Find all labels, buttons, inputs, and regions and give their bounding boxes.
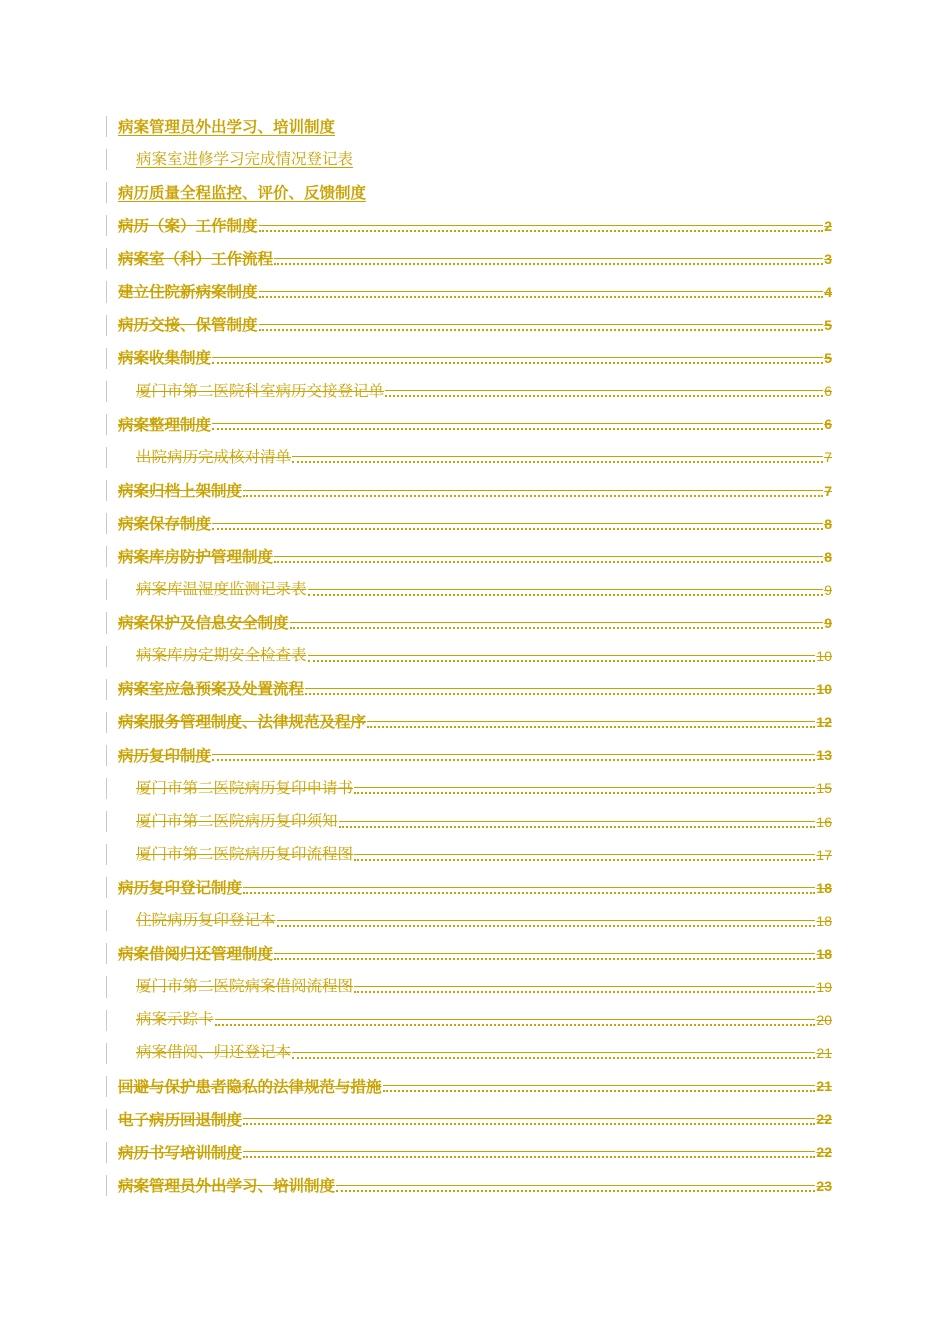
toc-page-number: 10 bbox=[816, 648, 832, 665]
toc-entry-link[interactable] bbox=[106, 540, 832, 573]
toc-entry-link[interactable] bbox=[106, 110, 832, 143]
toc-page-number: 7 bbox=[824, 482, 832, 499]
toc-entry-title: 病案室应急预案及处置流程 bbox=[118, 679, 305, 699]
toc-dot-leader bbox=[308, 594, 824, 596]
toc-page-number: 18 bbox=[816, 945, 832, 962]
toc-page-number: 23 bbox=[816, 1177, 832, 1194]
toc-page-number: 5 bbox=[824, 317, 832, 334]
toc-page-number: 7 bbox=[824, 449, 832, 466]
toc-page-number: 12 bbox=[816, 714, 832, 731]
toc-entry-link[interactable] bbox=[106, 1037, 832, 1070]
toc-dot-leader bbox=[339, 826, 816, 828]
toc-dot-leader bbox=[354, 859, 815, 861]
toc-entry-link[interactable] bbox=[106, 805, 832, 838]
toc-dot-leader bbox=[292, 461, 823, 463]
toc-page-number: 17 bbox=[816, 846, 832, 863]
toc-entry-title: 厦门市第二医院科室病历交接登记单 bbox=[136, 381, 385, 400]
toc-entry-link[interactable] bbox=[106, 309, 832, 342]
toc-page-number: 6 bbox=[824, 416, 832, 433]
toc-page-number: 21 bbox=[816, 1078, 832, 1095]
toc-dot-leader bbox=[259, 230, 824, 232]
toc-entry-title: 电子病历回退制度 bbox=[118, 1109, 243, 1129]
toc-entry-title: 病历质量全程监控、评价、反馈制度 bbox=[118, 182, 367, 202]
toc-dot-leader bbox=[274, 263, 823, 265]
toc-page-number: 3 bbox=[824, 250, 832, 267]
toc-entry-title: 病案库房防护管理制度 bbox=[118, 547, 274, 567]
toc-entry-title: 病案保存制度 bbox=[118, 513, 212, 533]
toc-entry-link[interactable] bbox=[106, 606, 832, 639]
toc-entry-title: 病历复印制度 bbox=[118, 745, 212, 765]
toc-page-number: 19 bbox=[816, 978, 832, 995]
toc-entry-title: 病案服务管理制度、法律规范及程序 bbox=[118, 712, 367, 732]
toc-entry-title: 病案借阅、归还登记本 bbox=[136, 1043, 292, 1062]
toc-entry-link[interactable] bbox=[106, 474, 832, 507]
toc-dot-leader bbox=[385, 395, 823, 397]
toc-entry-link[interactable] bbox=[106, 1169, 832, 1202]
toc-entry-title: 厦门市第二医院病历复印申请书 bbox=[136, 778, 354, 797]
toc-dot-leader bbox=[383, 1090, 816, 1092]
toc-dot-leader bbox=[274, 958, 815, 960]
toc-entry-title: 厦门市第二医院病历复印须知 bbox=[136, 811, 338, 830]
toc-entry-link[interactable] bbox=[106, 1004, 832, 1037]
toc-dot-leader bbox=[212, 759, 815, 761]
toc-dot-leader bbox=[215, 1024, 816, 1026]
toc-dot-leader bbox=[243, 495, 823, 497]
toc-entry-link[interactable] bbox=[106, 904, 832, 937]
toc-dot-leader bbox=[212, 362, 823, 364]
toc-page-number: 4 bbox=[824, 284, 832, 301]
toc-entry-title: 病案管理员外出学习、培训制度 bbox=[118, 116, 336, 136]
toc-entry-title: 厦门市第二医院病案借阅流程图 bbox=[136, 977, 354, 996]
toc-page-number: 13 bbox=[816, 747, 832, 764]
toc-entry-link[interactable] bbox=[106, 640, 832, 673]
toc-entry-link[interactable] bbox=[106, 441, 832, 474]
toc-entry-link[interactable] bbox=[106, 1136, 832, 1169]
toc-page-number: 10 bbox=[816, 681, 832, 698]
toc-entry-title: 病案库温湿度监测记录表 bbox=[136, 580, 307, 599]
toc-dot-leader bbox=[354, 792, 815, 794]
toc-page-number: 9 bbox=[824, 581, 832, 598]
toc-page-number: 20 bbox=[816, 1012, 832, 1029]
toc-entry-link[interactable] bbox=[106, 342, 832, 375]
toc-dot-leader bbox=[259, 296, 824, 298]
toc-page-number: 18 bbox=[816, 879, 832, 896]
toc-entry-link[interactable] bbox=[106, 375, 832, 408]
toc-page-number: 8 bbox=[824, 548, 832, 565]
toc-entry-title: 病历交接、保管制度 bbox=[118, 315, 258, 335]
toc-dot-leader bbox=[277, 925, 816, 927]
toc-dot-leader bbox=[243, 892, 815, 894]
toc-entry-title: 病案室进修学习完成情况登记表 bbox=[136, 149, 354, 168]
toc-dot-leader bbox=[305, 693, 815, 695]
toc-page-number: 16 bbox=[816, 813, 832, 830]
toc-entry-link[interactable] bbox=[106, 673, 832, 706]
toc-page-number: 15 bbox=[816, 780, 832, 797]
toc-dot-leader bbox=[259, 329, 824, 331]
toc-dot-leader bbox=[243, 1156, 815, 1158]
toc-dot-leader bbox=[336, 1190, 815, 1192]
toc-entry-link[interactable] bbox=[106, 772, 832, 805]
toc-entry-title: 病历复印登记制度 bbox=[118, 877, 243, 897]
toc-dot-leader bbox=[354, 991, 815, 993]
toc-entry-title: 病历（案）工作制度 bbox=[118, 216, 258, 236]
toc-entry-link[interactable] bbox=[106, 838, 832, 871]
toc-entry-link[interactable] bbox=[106, 871, 832, 904]
toc-entry-link[interactable] bbox=[106, 143, 832, 176]
toc-entry-link[interactable] bbox=[106, 176, 832, 209]
toc-entry-link[interactable] bbox=[106, 706, 832, 739]
toc-entry-title: 病案室（科）工作流程 bbox=[118, 249, 274, 269]
toc-entry-link[interactable] bbox=[106, 739, 832, 772]
toc-entry-title: 回避与保护患者隐私的法律规范与措施 bbox=[118, 1076, 382, 1096]
toc-entry-title: 出院病历完成核对清单 bbox=[136, 447, 292, 466]
toc-dot-leader bbox=[274, 561, 823, 563]
toc-entry-title: 病案归档上架制度 bbox=[118, 480, 243, 500]
toc-dot-leader bbox=[367, 726, 815, 728]
toc-entry-title: 病案示踪卡 bbox=[136, 1010, 214, 1029]
toc-page-number: 22 bbox=[816, 1111, 832, 1128]
toc-page-number: 18 bbox=[816, 912, 832, 929]
toc-entry-title: 病案收集制度 bbox=[118, 348, 212, 368]
toc-entry-title: 住院病历复印登记本 bbox=[136, 911, 276, 930]
toc-page-number: 9 bbox=[824, 614, 832, 631]
toc-dot-leader bbox=[212, 428, 823, 430]
toc-dot-leader bbox=[212, 528, 823, 530]
toc-entry-link[interactable] bbox=[106, 507, 832, 540]
toc-entry-title: 建立住院新病案制度 bbox=[118, 282, 258, 302]
toc-entry-title: 病案保护及信息安全制度 bbox=[118, 613, 289, 633]
toc-entry-link[interactable] bbox=[106, 1070, 832, 1103]
toc-dot-leader bbox=[308, 660, 816, 662]
toc-dot-leader bbox=[290, 627, 824, 629]
toc-entry-link[interactable] bbox=[106, 242, 832, 275]
table-of-contents bbox=[106, 110, 832, 1202]
toc-entry-link[interactable] bbox=[106, 275, 832, 308]
toc-entry-title: 病历书写培训制度 bbox=[118, 1142, 243, 1162]
toc-page-number: 22 bbox=[816, 1144, 832, 1161]
toc-dot-leader bbox=[292, 1057, 815, 1059]
toc-entry-link[interactable] bbox=[106, 970, 832, 1003]
toc-entry-link[interactable] bbox=[106, 209, 832, 242]
toc-page-number: 5 bbox=[824, 350, 832, 367]
toc-entry-link[interactable] bbox=[106, 408, 832, 441]
toc-dot-leader bbox=[243, 1123, 815, 1125]
toc-page-number: 2 bbox=[824, 217, 832, 234]
toc-entry-title: 厦门市第二医院病历复印流程图 bbox=[136, 844, 354, 863]
toc-entry-title: 病案借阅归还管理制度 bbox=[118, 944, 274, 964]
toc-entry-link[interactable] bbox=[106, 1103, 832, 1136]
toc-page-number: 21 bbox=[816, 1045, 832, 1062]
toc-page-number: 8 bbox=[824, 515, 832, 532]
toc-entry-title: 病案管理员外出学习、培训制度 bbox=[118, 1175, 336, 1195]
toc-page-number: 6 bbox=[824, 383, 832, 400]
toc-entry-title: 病案整理制度 bbox=[118, 414, 212, 434]
toc-entry-link[interactable] bbox=[106, 937, 832, 970]
toc-entry-title: 病案库房定期安全检查表 bbox=[136, 646, 307, 665]
toc-entry-link[interactable] bbox=[106, 573, 832, 606]
